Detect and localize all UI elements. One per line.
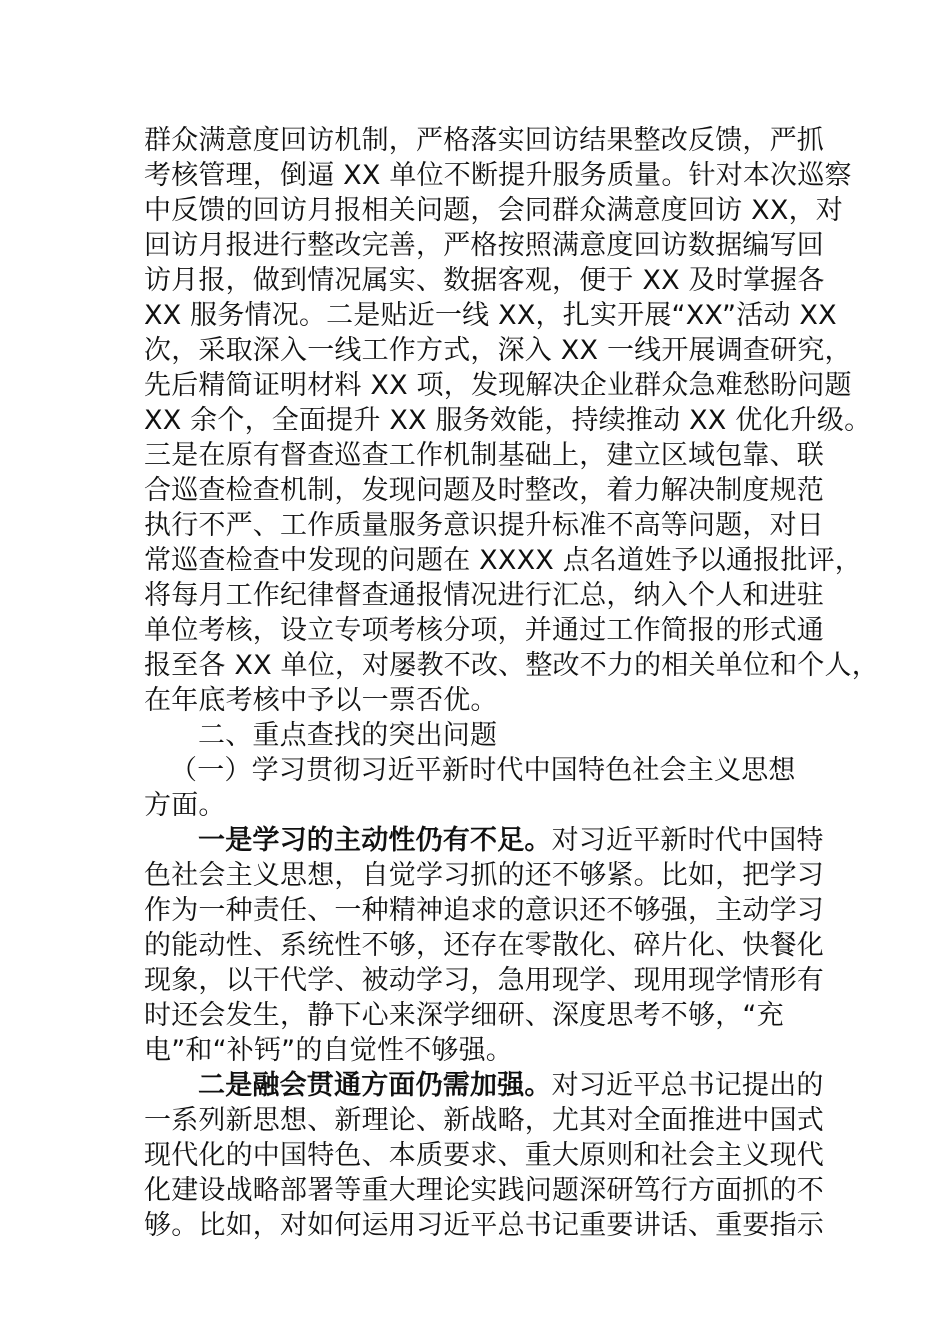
point1-line-4: 的能动性、系统性不够，还存在零散化、碎片化、快餐化 <box>144 930 824 961</box>
point2-lead: 二是融会贯通方面仍需加强。 <box>198 1070 552 1101</box>
body-line-9: XX 余个，全面提升 XX 服务效能，持续推动 XX 优化升级。 <box>144 405 872 436</box>
point2-first-rest: 对习近平总书记提出的 <box>551 1070 824 1101</box>
body-line-5: 访月报，做到情况属实、数据客观，便于 XX 及时掌握各 <box>144 265 825 296</box>
point2-line-2: 一系列新思想、新理论、新战略，尤其对全面推进中国式 <box>144 1105 824 1136</box>
body-line-8: 先后精简证明材料 XX 项，发现解决企业群众急难愁盼问题 <box>144 370 852 401</box>
body-line-10: 三是在原有督查巡查工作机制基础上，建立区域包靠、联 <box>144 440 824 471</box>
body-line-16: 报至各 XX 单位，对屡教不改、整改不力的相关单位和个人， <box>144 650 879 681</box>
body-line-13: 常巡查检查中发现的问题在 XXXX 点名道姓予以通报批评， <box>144 545 862 576</box>
point2-line-3: 现代化的中国特色、本质要求、重大原则和社会主义现代 <box>144 1140 824 1171</box>
body-line-11: 合巡查检查机制，发现问题及时整改，着力解决制度规范 <box>144 475 824 506</box>
point2-first-line <box>198 1068 826 1104</box>
point1-first-line <box>198 823 826 859</box>
point1-lead: 一是学习的主动性仍有不足。 <box>198 825 552 856</box>
body-line-2: 考核管理，倒逼 XX 单位不断提升服务质量。针对本次巡察 <box>144 160 852 191</box>
point2-line-5: 够。比如，对如何运用习近平总书记重要讲话、重要指示 <box>144 1210 824 1241</box>
point1-line-3: 作为一种责任、一种精神追求的意识还不够强，主动学习 <box>144 895 824 926</box>
body-line-6: XX 服务情况。二是贴近一线 XX，扎实开展“XX”活动 XX <box>144 300 837 331</box>
body-line-4: 回访月报进行整改完善，严格按照满意度回访数据编写回 <box>144 230 824 261</box>
point1-line-2: 色社会主义思想，自觉学习抓的还不够紧。比如，把学习 <box>144 860 824 891</box>
body-line-3: 中反馈的回访月报相关问题，会同群众满意度回访 XX，对 <box>144 195 843 226</box>
subsection-heading-cont: 方面。 <box>144 790 226 821</box>
point1-line-7: 电”和“补钙”的自觉性不够强。 <box>144 1035 513 1066</box>
body-line-7: 次，采取深入一线工作方式，深入 XX 一线开展调查研究， <box>144 335 852 366</box>
body-line-17: 在年底考核中予以一票否优。 <box>144 685 498 716</box>
subsection-heading: （一）学习贯彻习近平新时代中国特色社会主义思想 <box>170 755 796 786</box>
body-line-12: 执行不严、工作质量服务意识提升标准不高等问题，对日 <box>144 510 824 541</box>
section-heading: 二、重点查找的突出问题 <box>198 720 498 751</box>
body-line-1: 群众满意度回访机制，严格落实回访结果整改反馈，严抓 <box>144 125 824 156</box>
point1-first-rest: 对习近平新时代中国特 <box>551 825 824 856</box>
point2-line-4: 化建设战略部署等重大理论实践问题深研笃行方面抓的不 <box>144 1175 824 1206</box>
point1-line-6: 时还会发生，静下心来深学细研、深度思考不够，“充 <box>144 1000 784 1031</box>
point1-line-5: 现象，以干代学、被动学习，急用现学、现用现学情形有 <box>144 965 824 996</box>
body-line-14: 将每月工作纪律督查通报情况进行汇总，纳入个人和进驻 <box>144 580 824 611</box>
body-line-15: 单位考核，设立专项考核分项，并通过工作简报的形式通 <box>144 615 824 646</box>
